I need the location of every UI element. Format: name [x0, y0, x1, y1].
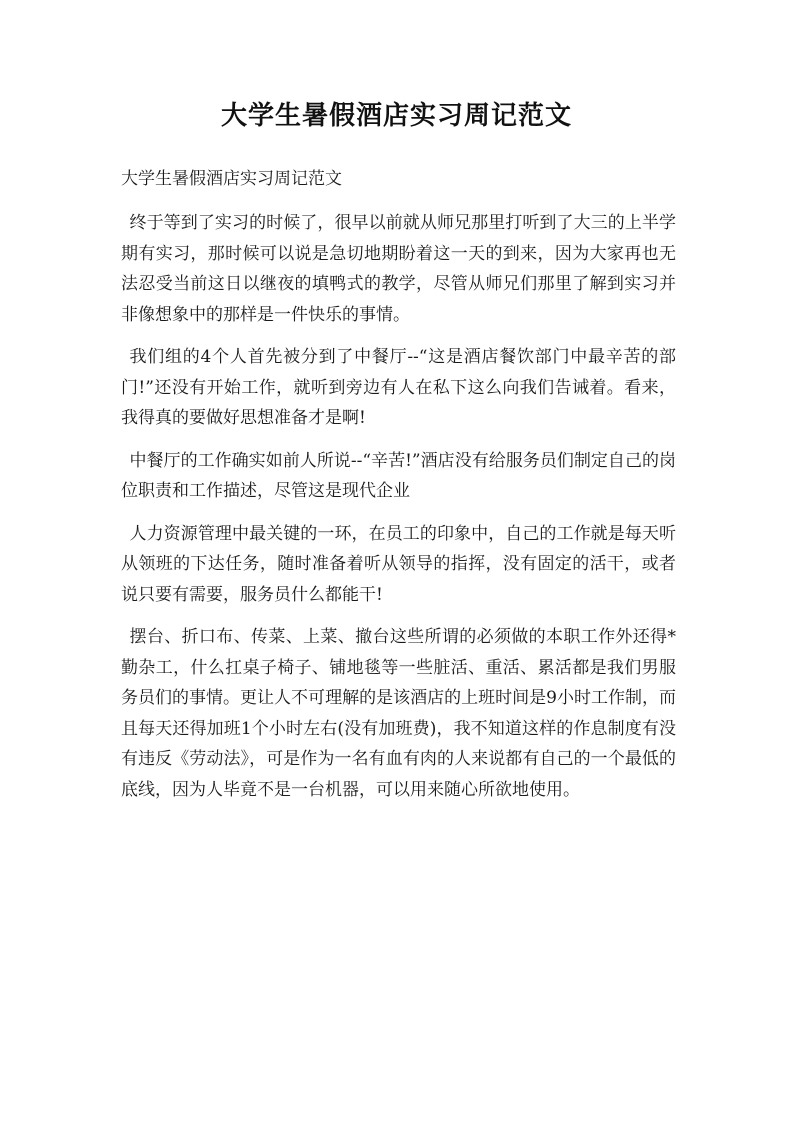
document-body: [121, 162, 676, 817]
paragraph-5: 摆台、折口布、传菜、上菜、撤台这些所谓的必须做的本职工作外还得*勤杂工，什么扛桌子椅子、铺地毯等一些脏活、重活、累活都是我们男服务员们的事情。更让人不可理解的是该酒店的上班时间是9小时工作制，而且每天还得加班1个小时左右(没有加班费)，我不知道这样的作息制度有没有违反《劳动法》，可是作为一名有血有肉的人来说都有自己的一个最低的底线，因为人毕竟不是一台机器，可以用来随心所欲地使用。: [121, 627, 676, 800]
paragraph-1: 终于等到了实习的时候了，很早以前就从师兄那里打听到了大三的上半学期有实习，那时候可以说是急切地期盼着这一天的到来，因为大家再也无法忍受当前这日以继夜的填鸭式的教学，尽管从师兄们那里了解到实习并非像想象中的那样是一件快乐的事情。: [121, 213, 676, 325]
paragraph-2: 我们组的4个人首先被分到了中餐厅--“这是酒店餐饮部门中最辛苦的部门!”还没有开始工作，就听到旁边有人在私下这么向我们告诫着。看来，我得真的要做好思想准备才是啊!: [121, 347, 676, 428]
paragraph-4: 人力资源管理中最关键的一环，在员工的印象中，自己的工作就是每天听从领班的下达任务，随时准备着听从领导的指挥，没有固定的活干，或者说只要有需要，服务员什么都能干!: [121, 523, 676, 605]
document-subtitle: 大学生暑假酒店实习周记范文: [121, 169, 342, 189]
paragraph-3: 中餐厅的工作确实如前人所说--“辛苦!”酒店没有给服务员们制定自己的岗位职责和工作描述，尽管这是现代企业: [121, 450, 676, 501]
document-title: 大学生暑假酒店实习周记范文: [220, 101, 572, 131]
